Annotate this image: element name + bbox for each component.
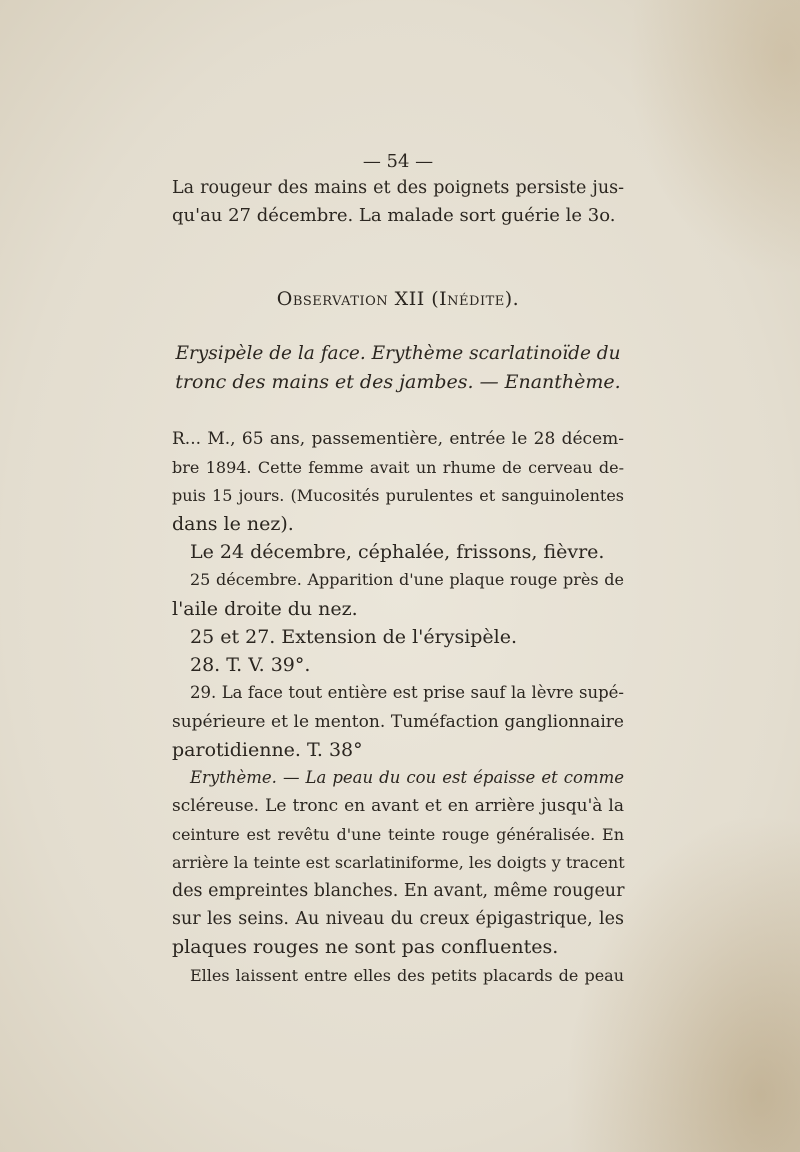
body-line-19: plaques rouges ne sont pas confluentes. — [172, 936, 559, 958]
body-line-20: Elles laissent entre elles des petits placards de peau — [190, 966, 624, 985]
subtitle-line-2: tronc des mains et des jambes. — Enanthème. — [175, 371, 621, 393]
body-line-5: Le 24 décembre, céphalée, frissons, fièvre. — [190, 541, 605, 563]
body-line-9: 28. T. V. 39°. — [190, 654, 311, 676]
body-line-8: 25 et 27. Extension de l'érysipèle. — [190, 626, 518, 648]
body-line-10: 29. La face tout entière est prise sauf la lèvre supé- — [190, 683, 624, 702]
continuation-line-2: qu'au 27 décembre. La malade sort guérie le 3o. — [172, 205, 616, 226]
continuation-line-1: La rougeur des mains et des poignets persiste jus- — [172, 178, 624, 198]
body-line-16: arrière la teinte est scarlatiniforme, les doigts y tracent — [172, 853, 625, 872]
subtitle-line-1: Erysipèle de la face. Erythème scarlatinoïde du — [175, 343, 621, 364]
body-line-7: l'aile droite du nez. — [172, 598, 358, 620]
observation-title: Observation XII (Inédite). — [276, 288, 520, 310]
body-line-17: des empreintes blanches. En avant, même rougeur — [172, 881, 625, 901]
body-line-14: scléreuse. Le tronc en avant et en arrière jusqu'à la — [172, 796, 624, 816]
body-line-15: ceinture est revêtu d'une teinte rouge généralisée. En — [172, 825, 624, 844]
page-number: — 54 — — [362, 151, 434, 172]
body-line-1: R... M., 65 ans, passementière, entrée le 28 décem- — [172, 429, 624, 449]
body-line-2: bre 1894. Cette femme avait un rhume de cerveau de- — [172, 458, 624, 477]
body-line-6: 25 décembre. Apparition d'une plaque rouge près de — [190, 570, 624, 589]
body-line-3: puis 15 jours. (Mucosités purulentes et sanguinolentes — [172, 486, 624, 505]
body-line-12: parotidienne. T. 38° — [172, 739, 363, 761]
body-line-11: supérieure et le menton. Tuméfaction ganglionnaire — [172, 712, 624, 732]
body-line-18: sur les seins. Au niveau du creux épigastrique, les — [172, 909, 624, 929]
body-line-4: dans le nez). — [172, 513, 294, 535]
body-line-13: Erythème. — La peau du cou est épaisse et comme — [190, 768, 624, 787]
